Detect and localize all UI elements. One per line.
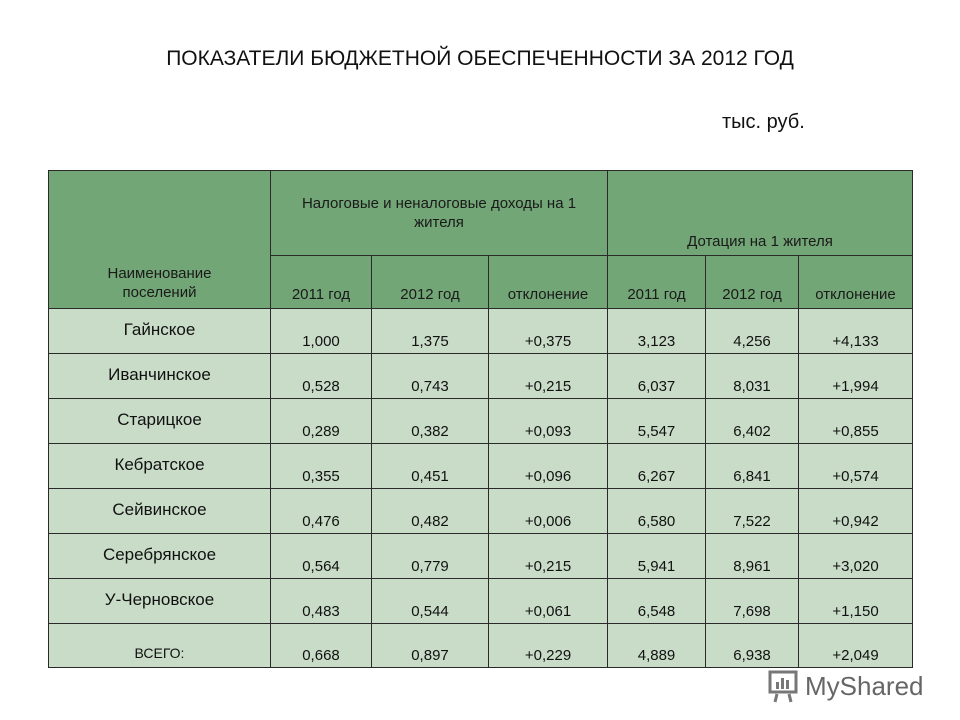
- value-cell: +0,215: [489, 354, 608, 399]
- value-cell: 0,482: [372, 489, 489, 534]
- value-cell: 0,544: [372, 579, 489, 624]
- table-row: [49, 399, 913, 444]
- value-cell: 0,668: [271, 624, 372, 668]
- value-cell: 8,031: [706, 354, 799, 399]
- settlement-name: У-Черновское: [49, 579, 271, 624]
- value-cell: +2,049: [799, 624, 913, 668]
- value-cell: 0,476: [271, 489, 372, 534]
- value-cell: 0,289: [271, 399, 372, 444]
- value-cell: 0,451: [372, 444, 489, 489]
- value-cell: 6,402: [706, 399, 799, 444]
- value-cell: +3,020: [799, 534, 913, 579]
- settlement-name: ВСЕГО:: [49, 624, 271, 668]
- value-cell: +0,093: [489, 399, 608, 444]
- value-cell: 4,256: [706, 309, 799, 354]
- value-cell: 4,889: [608, 624, 706, 668]
- table-row: [49, 444, 913, 489]
- value-cell: 6,267: [608, 444, 706, 489]
- settlement-name: Сейвинское: [49, 489, 271, 534]
- value-cell: 0,743: [372, 354, 489, 399]
- value-cell: 5,547: [608, 399, 706, 444]
- subheader-1: 2012 год: [372, 256, 489, 309]
- value-cell: 6,938: [706, 624, 799, 668]
- value-cell: 3,123: [608, 309, 706, 354]
- value-cell: 5,941: [608, 534, 706, 579]
- slide-title: ПОКАЗАТЕЛИ БЮДЖЕТНОЙ ОБЕСПЕЧЕННОСТИ ЗА 2012 ГОД: [166, 47, 794, 70]
- budget-table: [48, 170, 913, 668]
- value-cell: 6,580: [608, 489, 706, 534]
- value-cell: +4,133: [799, 309, 913, 354]
- value-cell: 0,779: [372, 534, 489, 579]
- subheader-3: 2011 год: [608, 256, 706, 309]
- value-cell: 8,961: [706, 534, 799, 579]
- table-row: [49, 354, 913, 399]
- subheader-4: 2012 год: [706, 256, 799, 309]
- table-row: [49, 309, 913, 354]
- value-cell: +0,061: [489, 579, 608, 624]
- settlement-name: Старицкое: [49, 399, 271, 444]
- value-cell: +0,096: [489, 444, 608, 489]
- value-cell: +0,375: [489, 309, 608, 354]
- table-row: [49, 489, 913, 534]
- header-tax-income: Налоговые и неналоговые доходы на 1 жителя: [271, 171, 608, 256]
- value-cell: 0,382: [372, 399, 489, 444]
- watermark-text: MyShared: [805, 671, 924, 701]
- value-cell: +0,006: [489, 489, 608, 534]
- value-cell: 7,698: [706, 579, 799, 624]
- settlement-name: Иванчинское: [49, 354, 271, 399]
- value-cell: 6,548: [608, 579, 706, 624]
- value-cell: +0,215: [489, 534, 608, 579]
- header-settlement-name: Наименование поселений: [49, 171, 271, 309]
- value-cell: +0,855: [799, 399, 913, 444]
- header-subsidy: Дотация на 1 жителя: [608, 171, 913, 256]
- settlement-name: Кебратское: [49, 444, 271, 489]
- value-cell: 6,841: [706, 444, 799, 489]
- units-label: тыс. руб.: [722, 111, 805, 133]
- table-row: [49, 624, 913, 668]
- value-cell: 1,375: [372, 309, 489, 354]
- value-cell: 0,483: [271, 579, 372, 624]
- value-cell: 1,000: [271, 309, 372, 354]
- settlement-name: Гайнское: [49, 309, 271, 354]
- subheader-5: отклонение: [799, 256, 913, 309]
- value-cell: 0,355: [271, 444, 372, 489]
- value-cell: +0,574: [799, 444, 913, 489]
- value-cell: 6,037: [608, 354, 706, 399]
- table-row: [49, 579, 913, 624]
- subheader-2: отклонение: [489, 256, 608, 309]
- value-cell: +1,150: [799, 579, 913, 624]
- watermark-logo: [765, 668, 924, 704]
- value-cell: 0,897: [372, 624, 489, 668]
- value-cell: +1,994: [799, 354, 913, 399]
- subheader-0: 2011 год: [271, 256, 372, 309]
- table-row: [49, 534, 913, 579]
- value-cell: +0,229: [489, 624, 608, 668]
- value-cell: 7,522: [706, 489, 799, 534]
- presentation-icon: [765, 668, 801, 704]
- value-cell: +0,942: [799, 489, 913, 534]
- value-cell: 0,528: [271, 354, 372, 399]
- settlement-name: Серебрянское: [49, 534, 271, 579]
- value-cell: 0,564: [271, 534, 372, 579]
